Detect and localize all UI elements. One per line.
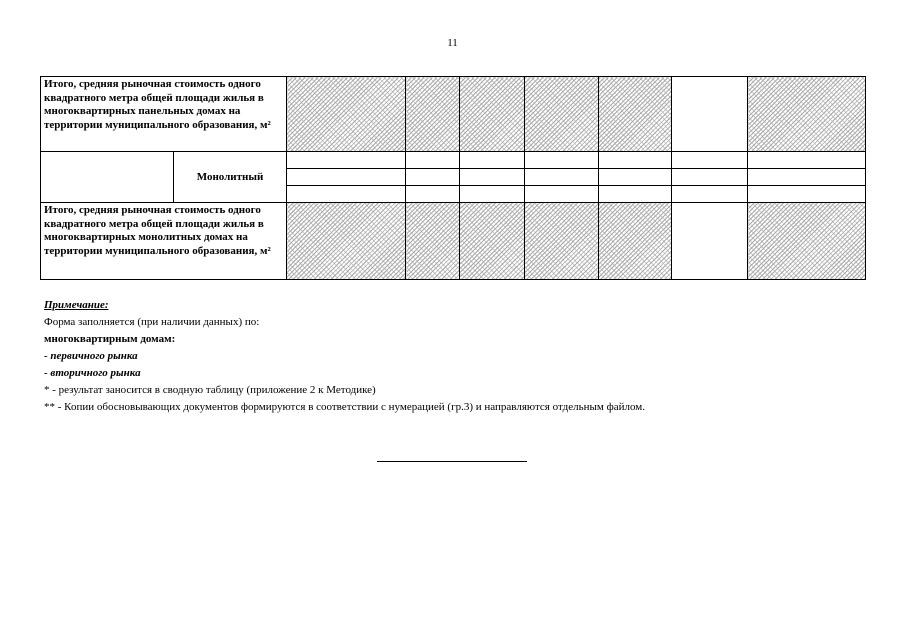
data-cell[interactable] [525, 169, 599, 186]
data-cell[interactable] [748, 169, 866, 186]
data-cell[interactable] [672, 186, 748, 203]
data-cell[interactable] [460, 169, 525, 186]
notes-line: * - результат заносится в сводную таблицу (приложение 2 к Методике) [44, 384, 376, 396]
data-cell[interactable] [287, 169, 406, 186]
data-cell[interactable] [599, 152, 672, 169]
hatched-cell [748, 203, 866, 280]
data-cell[interactable] [287, 152, 406, 169]
hatched-cell [525, 203, 599, 280]
notes-line: - вторичного рынка [44, 367, 141, 379]
notes-line: - первичного рынка [44, 350, 138, 362]
hatched-cell [525, 77, 599, 152]
data-cell[interactable] [287, 186, 406, 203]
monolith-total-label: Итого, средняя рыночная стоимость одного квадратного метра общей площади жилья в многоквартирных монолитных домах на территории муниципального образования, м² [41, 203, 287, 280]
page-number: 11 [447, 37, 458, 49]
monolith-total-value-cell[interactable] [672, 203, 748, 280]
valuation-table [40, 76, 866, 280]
data-cell[interactable] [406, 169, 460, 186]
data-cell[interactable] [525, 186, 599, 203]
monolith-label: Монолитный [174, 152, 287, 203]
data-cell[interactable] [525, 152, 599, 169]
notes-line: ** - Копии обосновывающих документов формируются в соответствии с нумерацией (гр.3) и направляются отдельным файлом. [44, 401, 645, 413]
data-cell[interactable] [460, 186, 525, 203]
data-cell[interactable] [599, 186, 672, 203]
hatched-cell [460, 77, 525, 152]
hatched-cell [599, 203, 672, 280]
panel-total-label: Итого, средняя рыночная стоимость одного квадратного метра общей площади жилья в многоквартирных панельных домах на территории муниципального образования, м² [41, 77, 287, 152]
data-cell[interactable] [672, 169, 748, 186]
empty-cell [41, 152, 174, 203]
monolith-row-1 [41, 152, 866, 169]
notes-line: многоквартирным домам: [44, 333, 176, 345]
hatched-cell [460, 203, 525, 280]
signature-line [377, 461, 527, 462]
data-cell[interactable] [599, 169, 672, 186]
hatched-cell [599, 77, 672, 152]
data-cell[interactable] [406, 186, 460, 203]
data-cell[interactable] [406, 152, 460, 169]
panel-total-value-cell[interactable] [672, 77, 748, 152]
hatched-cell [287, 77, 406, 152]
hatched-cell [287, 203, 406, 280]
panel-total-row [41, 77, 866, 152]
hatched-cell [406, 203, 460, 280]
data-cell[interactable] [460, 152, 525, 169]
hatched-cell [748, 77, 866, 152]
notes-title: Примечание: [44, 299, 109, 311]
notes-line: Форма заполняется (при наличии данных) по: [44, 316, 260, 328]
data-cell[interactable] [748, 186, 866, 203]
notes-block [44, 297, 645, 416]
hatched-cell [406, 77, 460, 152]
data-cell[interactable] [672, 152, 748, 169]
monolith-total-row [41, 203, 866, 280]
data-cell[interactable] [748, 152, 866, 169]
